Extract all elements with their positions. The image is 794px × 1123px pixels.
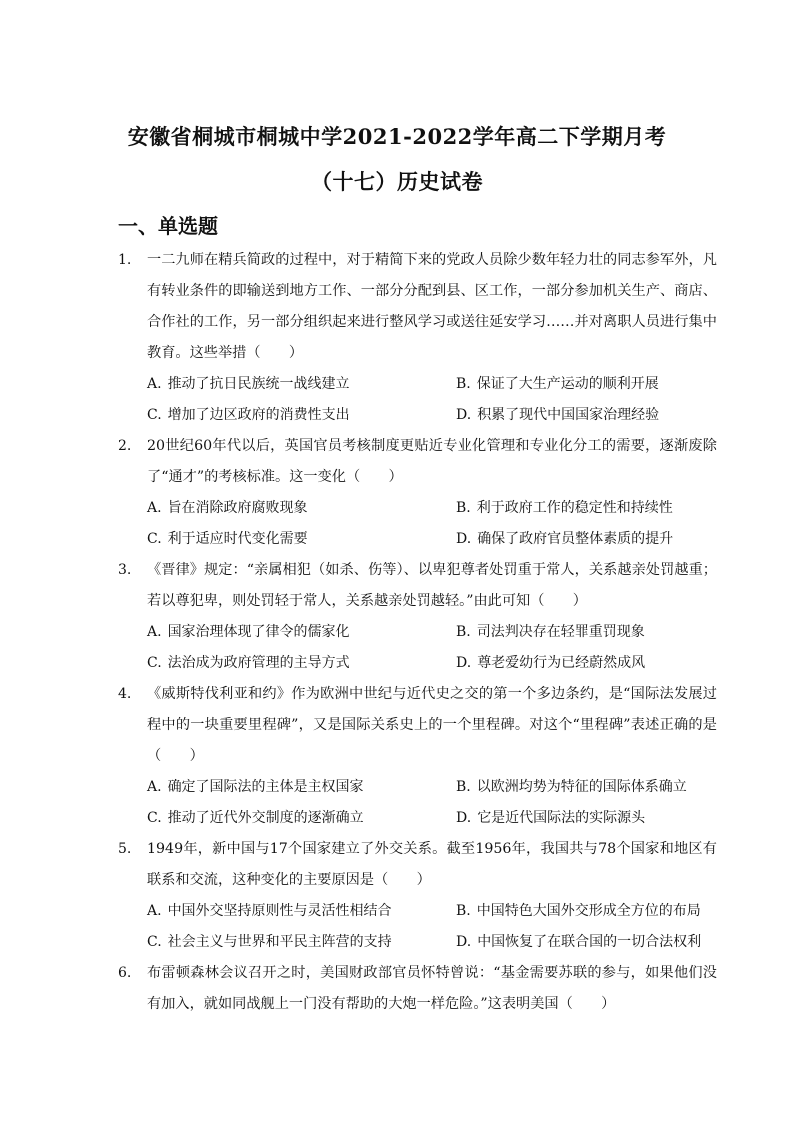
option-a xyxy=(147,617,350,648)
option-group xyxy=(147,493,717,555)
question-number: 2. xyxy=(118,438,132,454)
option-text: 司法判决存在轻罪重罚现象 xyxy=(476,624,645,640)
option-c xyxy=(147,400,350,431)
question-stem: 布雷顿森林会议召开之时，美国财政部官员怀特曾说：“基金需要苏联的参与，如果他们没有加入，就如同战舰上一门没有帮助的大炮一样危险。”这表明美国（ ） xyxy=(147,965,717,1012)
option-letter: C. xyxy=(147,934,162,950)
option-a xyxy=(147,493,308,524)
option-d xyxy=(456,803,645,834)
option-text: 确保了政府官员整体素质的提升 xyxy=(477,531,674,547)
option-text: 中国特色大国外交形成全方位的布局 xyxy=(476,903,701,919)
option-text: 它是近代国际法的实际源头 xyxy=(477,810,646,826)
option-letter: B. xyxy=(456,624,471,640)
option-group xyxy=(147,896,717,958)
option-letter: B. xyxy=(456,903,471,919)
option-text: 旨在消除政府腐败现象 xyxy=(167,500,308,516)
option-d xyxy=(456,927,701,958)
option-letter: D. xyxy=(456,531,472,547)
option-b xyxy=(456,896,701,927)
exam-title-line1: 安徽省桐城市桐城中学2021-2022学年高二下学期月考 xyxy=(127,124,667,149)
option-text: 利于适应时代变化需要 xyxy=(167,531,308,547)
option-group xyxy=(147,369,717,431)
option-d xyxy=(456,648,645,679)
question-stem: 《晋律》规定：“亲属相犯（如杀、伤等）、以卑犯尊者处罚重于常人，关系越亲处罚越重；若以尊犯卑，则处罚轻于常人，关系越亲处罚越轻。”由此可知（ ） xyxy=(147,562,717,609)
option-letter: A. xyxy=(147,376,162,392)
option-letter: D. xyxy=(456,810,472,826)
option-letter: D. xyxy=(456,934,472,950)
question-stem: 一二九师在精兵简政的过程中，对于精简下来的党政人员除少数年轻力壮的同志参军外，凡有转业条件的即输送到地方工作、一部分分配到县、区工作，一部分参加机关生产、商店、合作社的工作，另一部分组织起来进行整风学习或送往延安学习……并对离职人员进行集中教育。这些举措（ ） xyxy=(147,252,717,361)
option-letter: C. xyxy=(147,655,162,671)
option-a xyxy=(147,772,364,803)
option-letter: A. xyxy=(147,500,162,516)
option-text: 法治成为政府管理的主导方式 xyxy=(167,655,350,671)
option-c xyxy=(147,927,392,958)
question-stem: 1949年，新中国与17个国家建立了外交关系。截至1956年，我国共与78个国家和地区有联系和交流，这种变化的主要原因是（ ） xyxy=(147,841,717,888)
option-a xyxy=(147,896,392,927)
option-text: 尊老爱幼行为已经蔚然成风 xyxy=(477,655,646,671)
option-b xyxy=(456,617,645,648)
option-text: 保证了大生产运动的顺利开展 xyxy=(476,376,659,392)
option-letter: B. xyxy=(456,376,471,392)
option-text: 以欧洲均势为特征的国际体系确立 xyxy=(476,779,687,795)
option-letter: D. xyxy=(456,407,472,423)
option-text: 国家治理体现了律令的儒家化 xyxy=(167,624,350,640)
option-letter: B. xyxy=(456,779,471,795)
option-letter: A. xyxy=(147,624,162,640)
option-text: 中国外交坚持原则性与灵活性相结合 xyxy=(167,903,392,919)
option-c xyxy=(147,524,308,555)
question-stem: 20世纪60年代以后，英国官员考核制度更贴近专业化管理和专业化分工的需要，逐渐废除了“通才”的考核标准。这一变化（ ） xyxy=(147,438,717,485)
option-text: 中国恢复了在联合国的一切合法权利 xyxy=(477,934,702,950)
option-text: 推动了近代外交制度的逐渐确立 xyxy=(167,810,364,826)
question-number: 1. xyxy=(118,252,132,268)
option-d xyxy=(456,400,659,431)
option-text: 确定了国际法的主体是主权国家 xyxy=(167,779,364,795)
option-text: 增加了边区政府的消费性支出 xyxy=(167,407,350,423)
option-c xyxy=(147,648,350,679)
option-letter: A. xyxy=(147,903,162,919)
option-text: 利于政府工作的稳定性和持续性 xyxy=(476,500,673,516)
option-group xyxy=(147,617,717,679)
option-b xyxy=(456,772,687,803)
option-letter: B. xyxy=(456,500,471,516)
exam-title-line2: （十七）历史试卷 xyxy=(311,169,483,194)
option-letter: D. xyxy=(456,655,472,671)
option-text: 推动了抗日民族统一战线建立 xyxy=(167,376,350,392)
section-heading: 一、单选题 xyxy=(118,214,218,238)
option-b xyxy=(456,493,673,524)
question-number: 5. xyxy=(118,841,132,857)
option-letter: C. xyxy=(147,531,162,547)
option-b xyxy=(456,369,659,400)
option-letter: C. xyxy=(147,407,162,423)
option-text: 社会主义与世界和平民主阵营的支持 xyxy=(167,934,392,950)
question-number: 3. xyxy=(118,562,132,578)
option-a xyxy=(147,369,350,400)
option-letter: A. xyxy=(147,779,162,795)
question-number: 4. xyxy=(118,686,132,702)
option-letter: C. xyxy=(147,810,162,826)
option-d xyxy=(456,524,673,555)
option-group xyxy=(147,772,717,834)
question-number: 6. xyxy=(118,965,132,981)
option-text: 积累了现代中国国家治理经验 xyxy=(477,407,660,423)
question-stem: 《威斯特伐利亚和约》作为欧洲中世纪与近代史之交的第一个多边条约，是“国际法发展过程中的一块重要里程碑”，又是国际关系史上的一个里程碑。对这个“里程碑”表述正确的是（ ） xyxy=(147,686,717,764)
option-c xyxy=(147,803,364,834)
